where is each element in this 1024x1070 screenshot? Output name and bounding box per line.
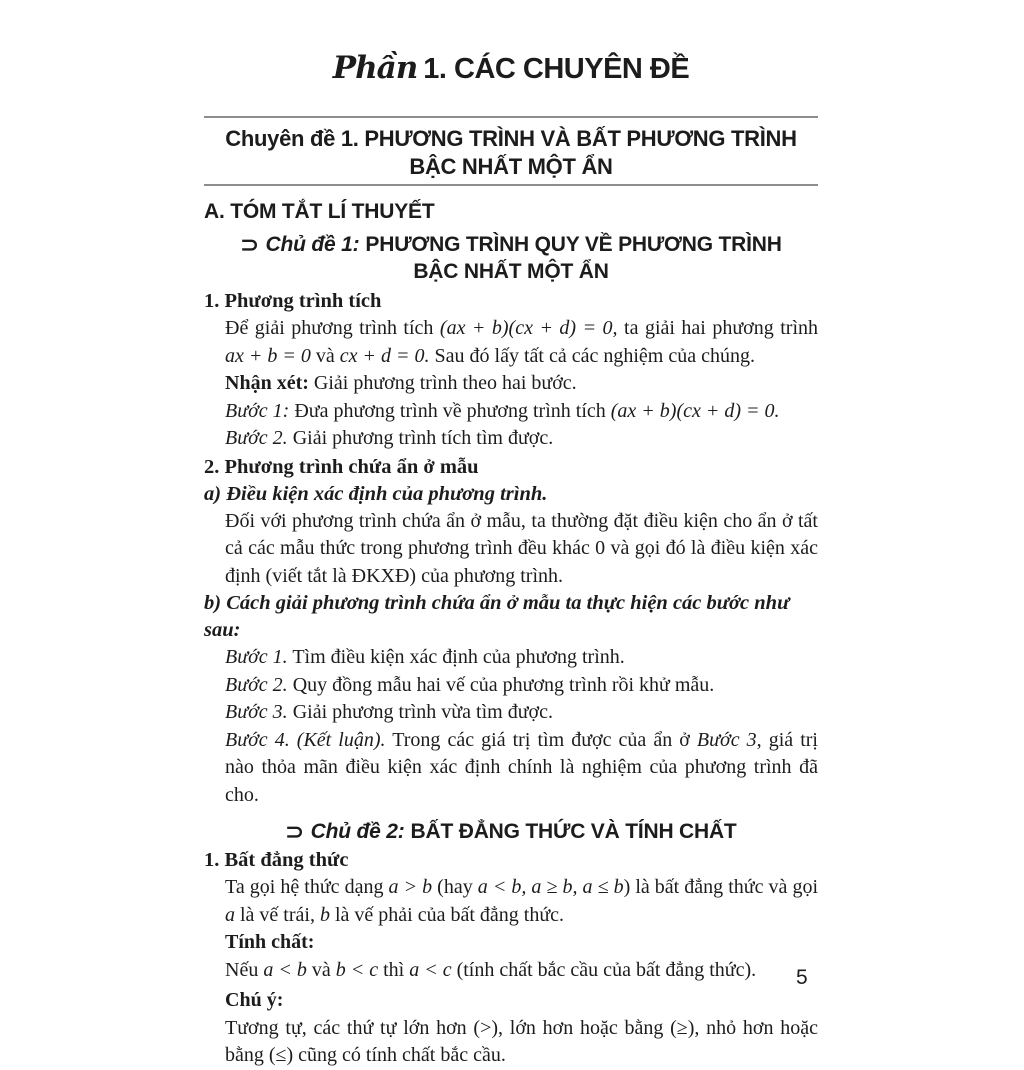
paragraph-text: ) là bất đẳng thức và gọi	[623, 876, 819, 898]
paragraph-text: và	[310, 344, 340, 367]
step-text: Đưa phương trình về phương trình tích	[289, 399, 611, 422]
remark-text: Giải phương trình theo hai bước.	[308, 372, 577, 394]
math-inline: ax + b = 0	[225, 344, 311, 367]
paragraph-text: Ta gọi hệ thức dạng	[225, 876, 389, 898]
step-text: Giải phương trình vừa tìm được.	[287, 701, 553, 723]
topic1-bullet-icon: ⊃	[240, 232, 259, 257]
paragraph-text: là vế phải của bất đẳng thức.	[329, 903, 565, 926]
chapter-title-line2: BẬC NHẤT MỘT ẨN	[409, 154, 613, 179]
paragraph-dieu-kien: Đối với phương trình chứa ẩn ở mẫu, ta thường đặt điều kiện cho ẩn ở tất cả các mẫu thức trong phương trình đều khác 0 và gọi đó là điều kiện xác định (viết tắt là ĐKXĐ) của phương trình.	[225, 509, 818, 587]
remark-line	[225, 370, 818, 398]
divider-line-bottom	[204, 184, 818, 186]
step-line	[225, 727, 818, 810]
topic2-heading	[204, 817, 818, 845]
heading-phuong-trinh-chua-an: 2. Phương trình chứa ẩn ở mẫu	[204, 455, 479, 478]
paragraph-bat-dang-thuc	[225, 874, 818, 929]
step-line	[225, 644, 818, 672]
paragraph-phuong-trinh-tich	[225, 315, 818, 370]
heading-phuong-trinh-tich: 1. Phương trình tích	[204, 290, 382, 312]
paragraph-text: và	[306, 958, 336, 981]
subheading-a: a) Điều kiện xác định của phương trình.	[204, 482, 548, 505]
paragraph-text: là vế trái,	[235, 903, 320, 926]
part-title-script-word: Phần	[332, 50, 418, 86]
paragraph-chu-y: Tương tự, các thứ tự lớn hơn (>), lớn hơn hoặc bằng (≥), nhỏ hơn hoặc bằng (≤) cũng có tính chất bắc cầu.	[225, 1016, 818, 1066]
math-inline: (ax + b)(cx + d) = 0.	[610, 399, 780, 422]
math-inline: b < c	[335, 958, 379, 981]
step-label: Bước 1.	[225, 646, 288, 668]
math-inline: a	[225, 903, 235, 926]
chapter-title	[204, 118, 818, 184]
heading-bat-dang-thuc: 1. Bất đẳng thức	[204, 849, 349, 871]
paragraph-text: (hay	[432, 876, 478, 898]
chapter-title-line1: Chuyên đề 1. PHƯƠNG TRÌNH VÀ BẤT PHƯƠNG TRÌNH	[225, 126, 797, 151]
page-content	[204, 46, 818, 1070]
paragraph-text: Sau đó lấy tất cả các nghiệm của chúng.	[429, 344, 755, 367]
step-label: Bước 1:	[225, 399, 290, 422]
step-line	[225, 398, 818, 426]
math-inline: a < b, a ≥ b, a ≤ b	[477, 876, 624, 898]
page-number: 5	[796, 966, 808, 989]
math-inline: a < c	[409, 958, 452, 981]
step-label: Bước 2.	[225, 427, 288, 449]
subheading-b: b) Cách giải phương trình chứa ẩn ở mẫu ta thực hiện các bước như sau:	[204, 592, 790, 641]
step-label: Bước 4. (Kết luận).	[225, 728, 386, 751]
step-text: Giải phương trình tích tìm được.	[287, 427, 554, 449]
step-label: Bước 2.	[225, 673, 288, 696]
topic1-heading	[204, 230, 818, 285]
step-text: Quy đồng mẫu hai vế của phương trình rồi khử mẫu.	[287, 673, 715, 696]
remark-label: Nhận xét:	[225, 372, 309, 394]
tinh-chat-label: Tính chất:	[225, 931, 315, 953]
step-label: Bước 3.	[225, 701, 288, 723]
step-text: , giá trị nào thỏa mãn điều kiện xác định chính là nghiệm của phương trình đã cho.	[225, 728, 818, 806]
paragraph-text: Nếu	[225, 958, 264, 981]
step-text: Trong các giá trị tìm được của ẩn ở	[385, 728, 697, 751]
topic2-label: Chủ đề 2:	[310, 820, 405, 843]
paragraph-text: Để giải phương trình tích	[225, 317, 440, 339]
math-inline: (ax + b)(cx + d) = 0,	[439, 317, 618, 339]
topic2-title: BẤT ĐẲNG THỨC VÀ TÍNH CHẤT	[410, 820, 737, 843]
chu-y-label: Chú ý:	[225, 989, 284, 1011]
part-title-text: 1. CÁC CHUYÊN ĐỀ	[423, 53, 690, 85]
topic1-title: PHƯƠNG TRÌNH QUY VỀ PHƯƠNG TRÌNH	[365, 233, 782, 256]
math-inline: a > b	[388, 876, 433, 898]
topic2-bullet-icon: ⊃	[285, 819, 304, 844]
paragraph-text: ta giải hai phương trình	[617, 317, 819, 339]
part-title	[204, 46, 818, 96]
paragraph-tinh-chat	[225, 957, 818, 985]
step-line	[225, 672, 818, 700]
topic1-title-line2: BẬC NHẤT MỘT ẨN	[413, 260, 609, 283]
section-a-heading: A. TÓM TẮT LÍ THUYẾT	[204, 200, 435, 223]
step-text: Tìm điều kiện xác định của phương trình.	[287, 646, 625, 668]
paragraph-text: (tính chất bắc cầu của bất đẳng thức).	[451, 958, 757, 981]
math-inline: a < b	[263, 958, 307, 981]
math-inline: cx + d = 0.	[339, 344, 430, 367]
step-reference: Bước 3	[696, 728, 757, 751]
step-line	[225, 425, 818, 453]
step-line	[225, 699, 818, 727]
topic1-label: Chủ đề 1:	[265, 233, 360, 256]
math-inline: b	[319, 903, 330, 926]
paragraph-text: thì	[378, 958, 410, 981]
